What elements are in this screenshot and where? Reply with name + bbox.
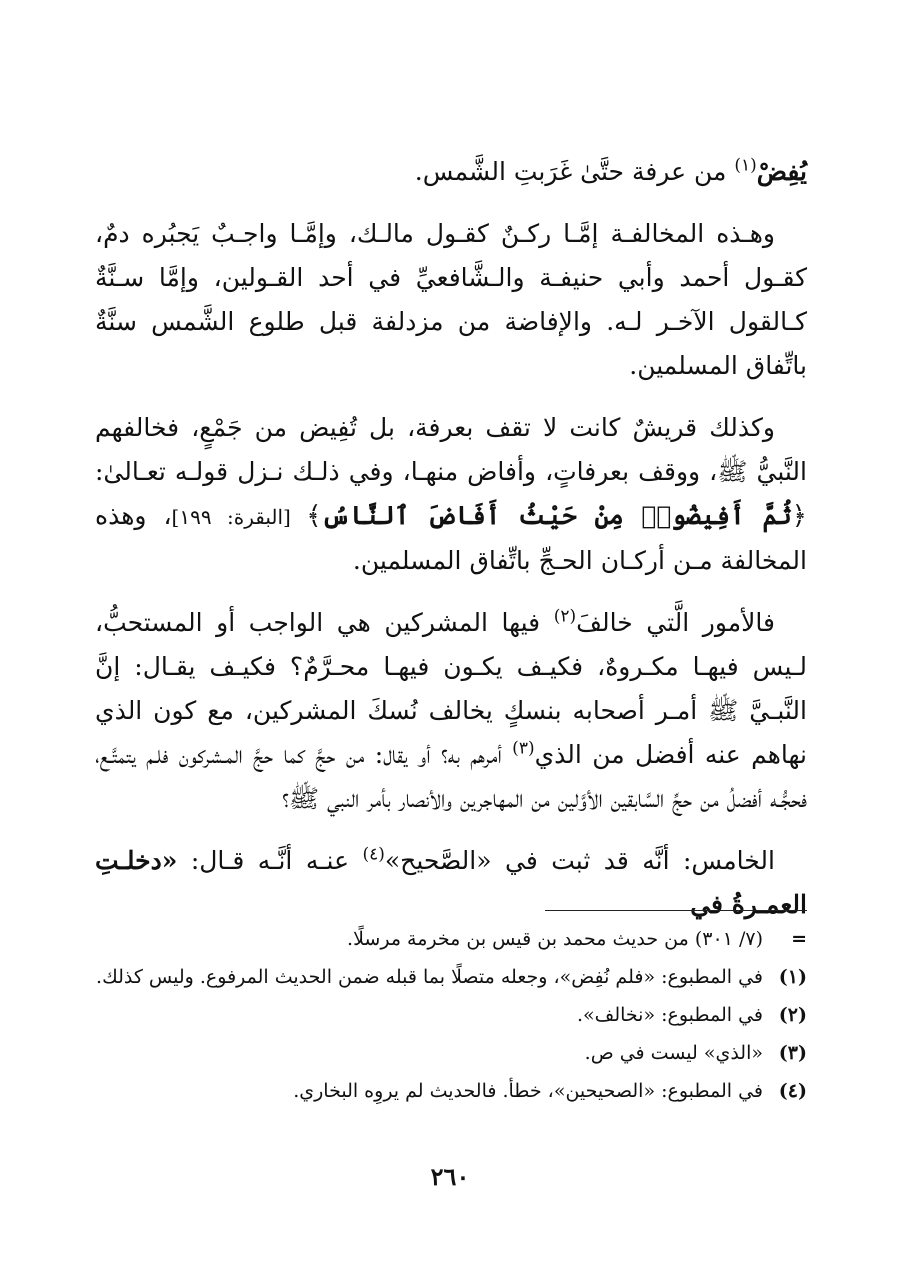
paragraph-3 [95,406,807,583]
quran-close-bracket: ﴾ [306,501,322,531]
footnote-ref-3[interactable]: (٣) [512,738,535,759]
footnote-text: «الذي» ليست في ص. [584,1042,763,1064]
footnote-number: (٤) [778,1080,807,1102]
paragraph-4-text-1: فالأمور الَّتي خالفَ [576,608,775,637]
hadith-quote: «دخلـتِ العمـرةُ في [95,846,807,919]
footnote-ref-4[interactable]: (٤) [362,844,385,865]
footnoted-word: يُفِضْ [756,157,807,186]
paragraph-5-text-1: الخامس: أنَّه قد ثبت في «الصَّحيح» [384,846,775,875]
footnote-ref-1[interactable]: (١) [734,155,757,176]
footnote-number: (٢) [778,1004,807,1026]
footnotes [95,922,807,1112]
footnote-divider [545,910,807,911]
paragraph-4 [95,601,807,821]
footnote-text: في المطبوع: «فلم نُفِض»، وجعله متصلًا بما قبله ضمن الحديث المرفوع. وليس كذلك. [96,966,763,988]
footnote-4 [95,1074,807,1108]
footnote-3 [95,1036,807,1070]
footnote-1 [95,960,807,994]
footnote-text: في المطبوع: «نخالف». [576,1004,763,1026]
paragraph-4-text-3: أمرهم به؟ أو يقال: من حجَّ كما حجَّ المـشركون فلـم يتمتَّـع، فحجُّـه أفضلُ من حجِّ السَّابقين الأوَّلين من المهاجرين والأنصار بأمر النبي ﷺ؟ [95,740,807,813]
quran-verse: ثُمَّ أَفِيضُوا۟ مِنْ حَيْثُ أَفَاضَ ٱلنَّاسُ [321,501,792,530]
paragraph-4-text-2: فيها المشركين هي الواجب أو المستحبُّ، لـيس فيهـا مكـروهٌ، فكيـف يكـون فيهـا محـرَّمٌ؟ فكيـف يقـال: إنَّ النَّبـيَّ ﷺ أمـر أصحابه بنسكٍ يخالف نُسكَ المشركين، مع كون الذي نهاهم عنه أفضل من الذي [95,608,808,769]
footnote-number: (١) [778,966,807,988]
footnote-text: (٧/ ٣٠١) من حديث محمد بن قيس بن مخرمة مرسلًا. [347,928,763,950]
footnote-ref-2[interactable]: (٢) [553,606,577,627]
paragraph-2: وهـذه المخالفـة إمَّـا ركـنٌ كقـول مالـك، وإمَّـا واجـبٌ يَجبُره دمٌ، كقـول أحمد وأبي حنيفـة والـشَّافعيِّ في أحد القـولين، وإمَّا سـنَّةٌ كـالقول الآخـر لـه. والإفاضة من مزدلفة قبل طلوع الشَّمس سنَّةٌ باتِّفاق المسلمين. [95,219,807,380]
footnote-number: = [791,928,807,950]
paragraph-5-text-2: عنـه أنَّـه قـال: [177,846,363,875]
paragraph-1 [95,150,807,194]
paragraph-5 [95,839,807,927]
paragraph-3-text-before: وكذلك قريشٌ كانت لا تقف بعرفة، بل تُفِيض من جَمْعٍ، فخالفهم النَّبيُّ ﷺ، ووقف بعرفاتٍ، وأفاض منهـا، وفي ذلـك نـزل قولـه تعـالىٰ: [95,413,807,486]
paragraph-3-text-after: ، وهذه المخالفة مـن أركـان الحـجِّ باتِّفاق المسلمين. [95,501,807,575]
quran-open-bracket: ﴿ [791,501,807,531]
footnote-2 [95,998,807,1032]
page-number: ٢٦٠ [430,1162,470,1191]
verse-reference: [البقرة: ١٩٩] [171,505,307,529]
paragraph-1-text: من عرفة حتَّىٰ غَرَبتِ الشَّمس. [414,157,735,186]
main-text [95,150,807,945]
footnote-continued [95,922,807,956]
footnote-text: في المطبوع: «الصحيحين»، خطأ. فالحديث لم يروِه البخاري. [293,1080,763,1102]
footnote-number: (٣) [778,1042,807,1064]
